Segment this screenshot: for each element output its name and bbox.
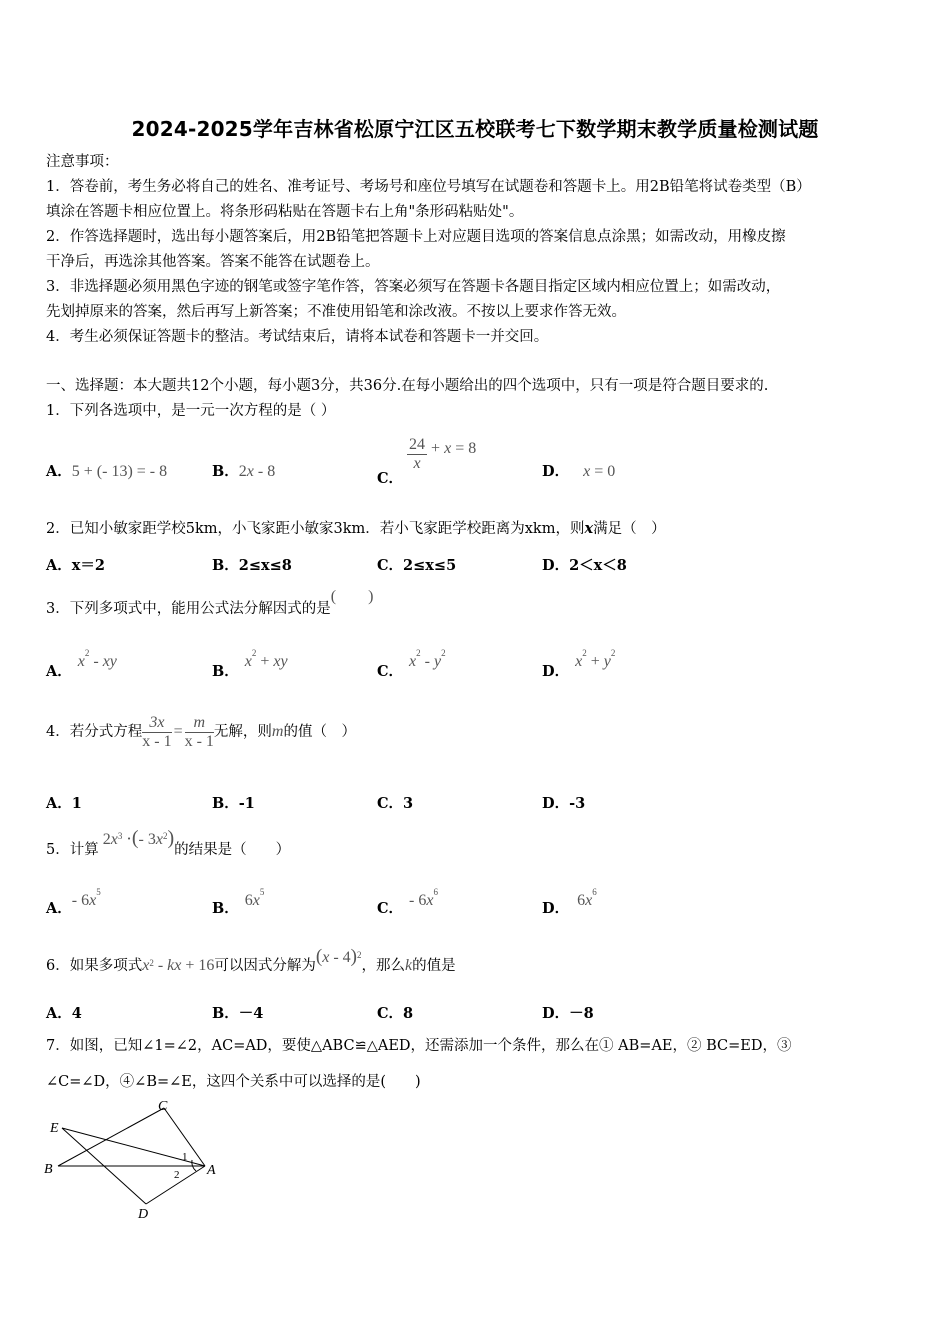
notice-line-3: 2．作答选择题时，选出每小题答案后，用2B铅笔把答题卡上对应题目选项的答案信息点涂黑；如需改动，用橡皮擦	[46, 229, 786, 245]
q5-d-math: $6x^6$	[577, 887, 597, 909]
q2-option-c[interactable]: C．2≤x≤5	[377, 557, 457, 574]
section-heading: 一、选择题：本大题共12个小题，每小题3分，共36分.在每小题给出的四个选项中，只有一项是符合题目要求的.	[46, 378, 769, 394]
q5-a-math: - $6x^5$	[71, 887, 101, 909]
q5-expression: $2x^3$ ⋅(- $3x^2$)	[102, 827, 175, 849]
q5-b-math: $6x^5$	[244, 887, 265, 909]
q6-factorization: (x - 4)$^2$	[315, 946, 362, 967]
q6-stem: 6．如果多项式$x^2$ - kx + 16可以因式分解为(x - 4)$^2$，那么k的值是	[46, 946, 456, 974]
q4-stem: 4．若分式方程 $\frac{3x}{x - 1}$ = $\frac{m}{x - 1}$ 无解，则m的值（ ）	[46, 713, 356, 750]
q6-option-d[interactable]: D．－8	[542, 1005, 594, 1022]
line-bc	[58, 1108, 164, 1166]
notice-line-1: 1．答卷前，考生务必将自己的姓名、准考证号、考场号和座位号填写在试题卷和答题卡上。用2B铅笔将试卷类型（B）	[46, 179, 811, 195]
label-d: D	[138, 1207, 149, 1222]
q1-b-math: 2x - 8	[238, 463, 276, 480]
q4-option-c[interactable]: C．3	[377, 795, 414, 812]
q3-c-math: $x^2 - y^2$	[409, 648, 446, 670]
q3-option-d[interactable]: D．$x^2 + y^2$	[542, 648, 616, 680]
q6-option-a[interactable]: A．4	[46, 1005, 82, 1022]
q3-option-b[interactable]: B．$x^2$ + xy	[212, 648, 288, 680]
notice-line-7: 4．考生必须保证答题卡的整洁。考试结束后，请将本试卷和答题卡一并交回。	[46, 329, 549, 345]
q1-option-b[interactable]: B．2x - 8	[212, 463, 276, 480]
notice-line-4: 干净后，再选涂其他答案。答案不能答在试题卷上。	[46, 254, 380, 270]
q6-option-c[interactable]: C．8	[377, 1005, 414, 1022]
q1-a-math: 5 + (- 13) = - 8	[71, 463, 168, 480]
q2-option-a[interactable]: A．x＝2	[46, 557, 105, 574]
q7-line-2: ∠C=∠D，④∠B=∠E，这四个关系中可以选择的是( )	[46, 1074, 421, 1090]
label-c: C	[158, 1099, 168, 1114]
page-title: 2024-2025学年吉林省松原宁江区五校联考七下数学期末教学质量检测试题	[131, 117, 819, 141]
label-angle-2: 2	[174, 1169, 180, 1181]
q1-option-c[interactable]: C． $\frac{24}{x}$ + x = 8	[377, 436, 477, 487]
label-a: A	[207, 1163, 216, 1178]
q7-geometry-figure	[40, 1096, 240, 1226]
q3-paren: ( )	[330, 588, 374, 605]
q5-stem: 5．计算$2x^3$ ⋅(- $3x^2$)的结果是（ ）	[46, 827, 291, 858]
q3-stem: 3．下列多项式中，能用公式法分解因式的是( )	[46, 588, 374, 617]
q4-fraction-right: $\frac{m}{x - 1}$	[184, 713, 214, 750]
q1-c-fraction: $\frac{24}{x}$	[409, 436, 426, 472]
q1-c-rest: + x = 8	[427, 439, 477, 457]
q4-option-a[interactable]: A．1	[46, 795, 82, 812]
q4-option-d[interactable]: D．-3	[542, 795, 586, 812]
q2-option-b[interactable]: B．2≤x≤8	[212, 557, 292, 574]
notice-line-2: 填涂在答题卡相应位置上。将条形码粘贴在答题卡右上角"条形码粘贴处"。	[46, 204, 524, 220]
q5-option-d[interactable]: D． $6x^6$	[542, 887, 597, 917]
q3-d-math: $x^2 + y^2$	[575, 648, 616, 670]
q5-option-a[interactable]: A．- $6x^5$	[46, 887, 101, 917]
q4-fraction-left: $\frac{3x}{x - 1}$	[142, 713, 172, 750]
notice-line-5: 3．非选择题必须用黑色字迹的钢笔或签字笔作答，答案必须写在答题卡各题目指定区域内相应位置上；如需改动，	[46, 279, 781, 295]
q6-polynomial: $x^2$ - kx + 16	[142, 957, 215, 974]
q7-line-1: 7．如图，已知∠1=∠2，AC=AD，要使△ABC≌△AED，还需添加一个条件，那么在① AB=AE，② BC=ED，③	[46, 1038, 792, 1054]
label-angle-1: 1	[182, 1151, 188, 1163]
q3-b-math: $x^2$ + xy	[244, 648, 288, 670]
q4-option-b[interactable]: B．-1	[212, 795, 255, 812]
q1-option-d[interactable]: D． x = 0	[542, 463, 616, 480]
q2-option-d[interactable]: D．2＜x＜8	[542, 557, 627, 574]
q1-d-math: x = 0	[583, 463, 616, 480]
q1-stem: 1．下列各选项中，是一元一次方程的是（ ）	[46, 403, 336, 419]
q3-option-c[interactable]: C．$x^2 - y^2$	[377, 648, 446, 680]
q5-option-c[interactable]: C． - $6x^6$	[377, 887, 438, 917]
q2-stem: 2．已知小敏家距学校5km，小飞家距小敏家3km．若小飞家距学校距离为xkm，则x满足（ ）	[46, 520, 666, 537]
label-e: E	[50, 1121, 59, 1136]
q3-option-a[interactable]: A．$x^2$ - xy	[46, 648, 117, 680]
q3-a-math: $x^2$ - xy	[77, 648, 117, 670]
notice-heading: 注意事项：	[46, 154, 119, 170]
q5-option-b[interactable]: B． $6x^5$	[212, 887, 265, 917]
notice-line-6: 先划掉原来的答案，然后再写上新答案；不准使用铅笔和涂改液。不按以上要求作答无效。	[46, 304, 626, 320]
label-b: B	[44, 1162, 53, 1177]
q6-option-b[interactable]: B．－4	[212, 1005, 264, 1022]
q1-option-a[interactable]: A．5 + (- 13) = - 8	[46, 463, 168, 480]
q5-c-math: - $6x^6$	[409, 887, 438, 909]
